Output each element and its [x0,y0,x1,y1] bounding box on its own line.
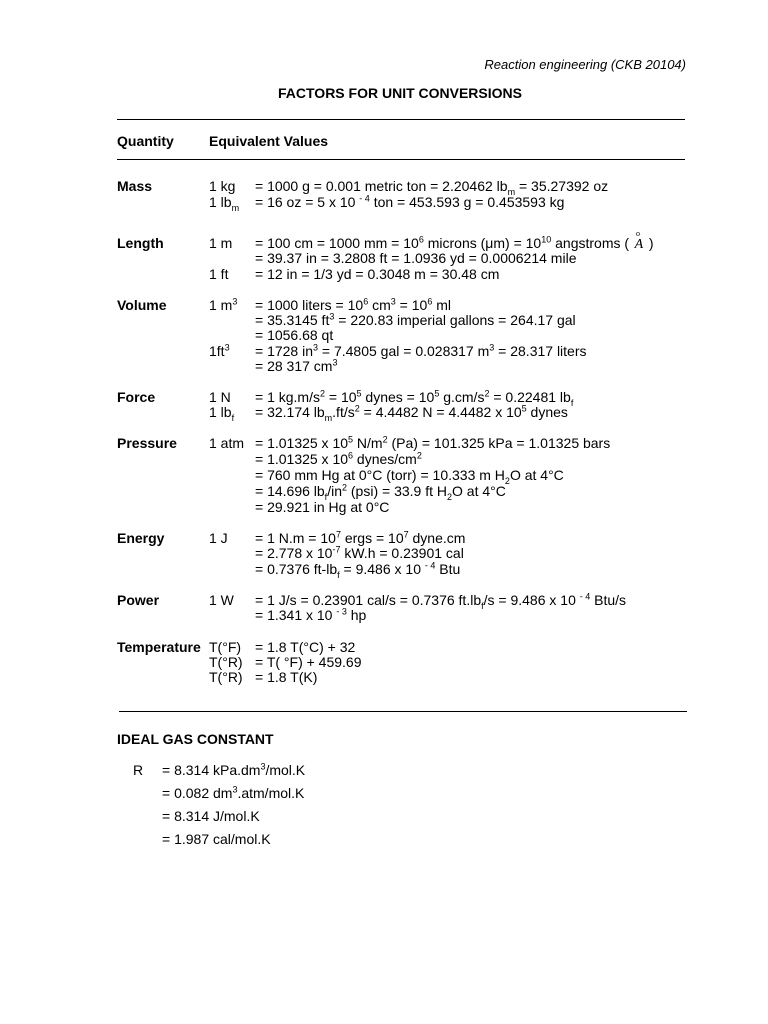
value-temperature-2: = T( °F) + 459.69 [255,654,362,670]
gas-value-3: = 8.314 J/mol.K [162,808,260,824]
value-energy-3: = 0.7376 $ft-lb_f = 9.486$ x 10 $^{- 4}$ Btu [255,560,461,580]
quantity-label-force: Force [117,389,156,405]
unit-length-ft: 1 ft [209,266,229,282]
column-header-values: Equivalent Values [209,133,329,149]
value-force-lbf: = 32.174 $lb_m.ft/s^2 = 4.4482$ N = 4.4482 x $10^5$ dynes [255,403,568,423]
quantity-label-pressure: Pressure [117,435,177,451]
value-pressure-5: = 29.921 in Hg at 0°C [255,499,390,515]
value-pressure-2: = 1.01325 x $10^6$ dynes/$cm^2$ [255,450,422,467]
value-volume-m3-a: = 1000 liters = $10^6$ $cm^3 = 10^6$ ml [255,296,451,313]
unit-temperature-r2: T(°R) [209,669,243,685]
unit-mass-kg: 1 kg [209,178,236,194]
value-volume-m3-b: = 35.3145 $ft^3 = 220.83$ imperial gallons = 264.17 gal [255,311,576,328]
quantity-label-power: Power [117,592,160,608]
quantity-label-energy: Energy [117,530,165,546]
unit-temperature-r1: T(°R) [209,654,243,670]
gas-constant-symbol: R [133,762,144,778]
page-title: FACTORS FOR UNIT CONVERSIONS [278,85,522,101]
divider-bottom [119,711,687,712]
quantity-label-mass: Mass [117,178,153,194]
unit-length-m: 1 m [209,235,233,251]
unit-force-lbf: 1 $lb_f$ [209,404,235,423]
value-length-m-b: = 39.37 in = 3.2808 ft = 1.0936 yd = 0.0006214 mile [255,250,577,266]
value-pressure-3: = 760 mm Hg at 0°C (torr) = 10.333 m $H_2O$ at 4°C [255,467,564,486]
gas-value-1: = 8.314 $kPa.dm^3/mol.K$ [162,761,306,778]
divider-top [117,119,685,120]
unit-volume-ft3: $1ft^3$ [209,342,230,359]
column-header-quantity: Quantity [117,133,174,149]
value-temperature-3: = 1.8 T(K) [255,669,318,685]
unit-power-w: 1 W [209,592,234,608]
value-power-1: = 1 J/s = 0.23901 cal/s = 0.7376 $ft.lb_f/s = 9.486$ x 10 $^{- 4}$ Btu/s [255,591,627,611]
value-volume-ft3-b: = 28 317 $cm^3$ [255,357,338,374]
unit-force-n: 1 N [209,389,231,405]
divider-header [117,159,685,160]
quantity-label-volume: Volume [117,297,167,313]
value-temperature-1: = 1.8 T(°C) + 32 [255,639,356,655]
gas-value-4: = 1.987 cal/mol.K [162,831,271,847]
unit-pressure-atm: 1 atm [209,435,245,451]
value-mass-kg: = 1000 g = 0.001 metric ton = 2.20462 $lb_m = 35.27392$ oz [255,178,609,197]
value-volume-ft3-a: = 1728 $in^3 = 7.4805$ gal = 0.028317 $m^3 = 28.317$ liters [255,342,587,359]
quantity-label-length: Length [117,235,164,251]
value-length-m-a: = 100 cm = 1000 mm = $10^6$ microns $(\mu m) = 10^{10}$ angstroms ( o A ) [255,229,654,252]
unit-volume-m3: 1 $m^3$ [209,296,238,313]
unit-temperature-f: T(°F) [209,639,242,655]
value-power-2: = 1.341 x 10 $^{- 3}$ hp [255,606,367,623]
value-mass-lb: = 16 oz = 5 x 10 $^{- 4}$ ton = 453.593 g = 0.453593 kg [255,193,565,210]
value-pressure-4: = 14.696 $lb_f/in^2$ (psi) = 33.9 ft $H_2O$ at 4°C [255,482,506,502]
value-pressure-1: = 1.01325 x $10^5$ $N/m^2$ (Pa) = 101.325 kPa = 1.01325 bars [255,434,611,451]
value-energy-2: = 2.778 x $10^{-7}$ kW.h = 0.23901 cal [255,544,464,561]
value-energy-1: = 1 $N.m = 10^7$ ergs = $10^7$ dyne.cm [255,529,466,546]
quantity-label-temperature: Temperature [117,639,201,655]
angstrom-icon: o A [634,229,644,252]
value-length-ft: = 12 in = 1/3 yd = 0.3048 m = 30.48 cm [255,266,500,282]
gas-value-2: = 0.082 $dm^3.atm/mol.K$ [162,784,305,801]
ideal-gas-title: IDEAL GAS CONSTANT [117,731,274,747]
value-force-n: = 1 $kg.m/s^2 = 10^5$ dynes = $10^5$ $g.cm/s^2 = 0.22481$ $lb_f$ [255,388,574,408]
course-header: Reaction engineering (CKB 20104) [484,57,686,72]
value-volume-m3-c: = 1056.68 qt [255,327,334,343]
unit-mass-lb: 1 $lb_m$ [209,194,240,213]
unit-energy-j: 1 J [209,530,228,546]
